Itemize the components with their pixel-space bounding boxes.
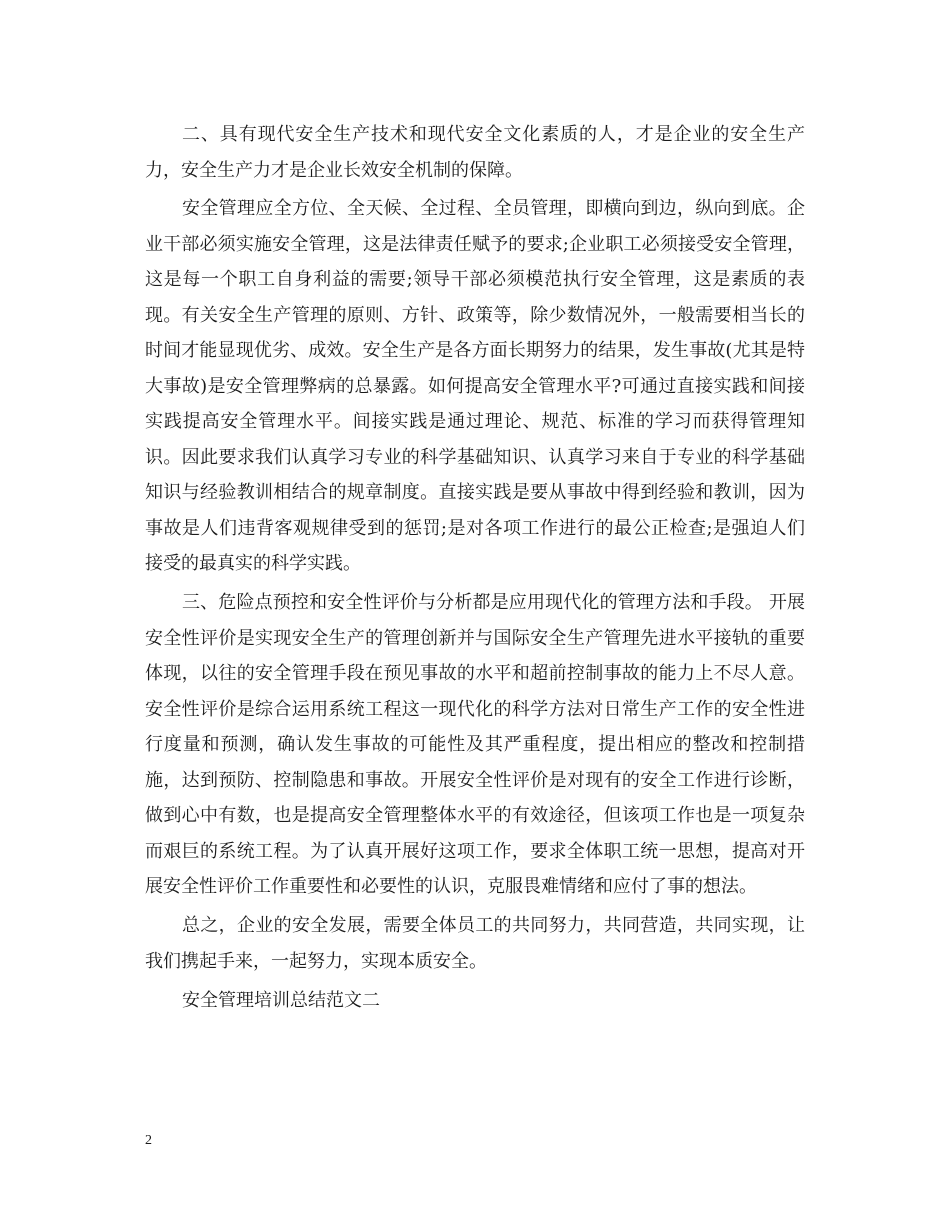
paragraph-next-title: 安全管理培训总结范文二 xyxy=(182,989,380,1011)
paragraph-section-three: 三、危险点预控和安全性评价与分析都是应用现代化的管理方法和手段。 开展安全性评价是实现安全生产的管理创新并与国际安全生产管理先进水平接轨的重要体现，以往的安全管理手段在预见事故的水平和超前控制事故的能力上不尽人意。安全性评价是综合运用系统工程这一现代化的科学方法对日常生产工作的安全性进行度量和预测，确认发生事故的可能性及其严重程度，提出相应的整改和控制措施，达到预防、控制隐患和事故。开展安全性评价是对现有的安全工作进行诊断，做到心中有数，也是提高安全管理整体水平的有效途径，但该项工作也是一项复杂而艰巨的系统工程。为了认真开展好这项工作，要求全体职工统一思想，提高对开展安全性评价工作重要性和必要性的认识，克服畏难情绪和应付了事的想法。 xyxy=(145,592,805,898)
page-number: 2 xyxy=(145,1133,152,1148)
paragraph-safety-management: 安全管理应全方位、全天候、全过程、全员管理，即横向到边，纵向到底。企业干部必须实施安全管理，这是法律责任赋予的要求;企业职工必须接受安全管理，这是每一个职工自身利益的需要;领导干部必须模范执行安全管理，这是素质的表现。有关安全生产管理的原则、方针、政策等，除少数情况外，一般需要相当长的时间才能显现优劣、成效。安全生产是各方面长期努力的结果，发生事故(尤其是特大事故)是安全管理弊病的总暴露。如何提高安全管理水平?可通过直接实践和间接实践提高安全管理水平。间接实践是通过理论、规范、标准的学习而获得管理知识。因此要求我们认真学习专业的科学基础知识、认真学习来自于专业的科学基础知识与经验教训相结合的规章制度。直接实践是要从事故中得到经验和教训，因为事故是人们违背客观规律受到的惩罚;是对各项工作进行的最公正检查;是强迫人们接受的最真实的科学实践。 xyxy=(145,198,805,575)
document-body xyxy=(145,117,805,1021)
paragraph-section-two: 二、具有现代安全生产技术和现代安全文化素质的人，才是企业的安全生产力，安全生产力才是企业长效安全机制的保障。 xyxy=(145,124,805,181)
paragraph-conclusion: 总之，企业的安全发展，需要全体员工的共同努力，共同营造，共同实现，让我们携起手来，一起努力，实现本质安全。 xyxy=(145,915,805,972)
